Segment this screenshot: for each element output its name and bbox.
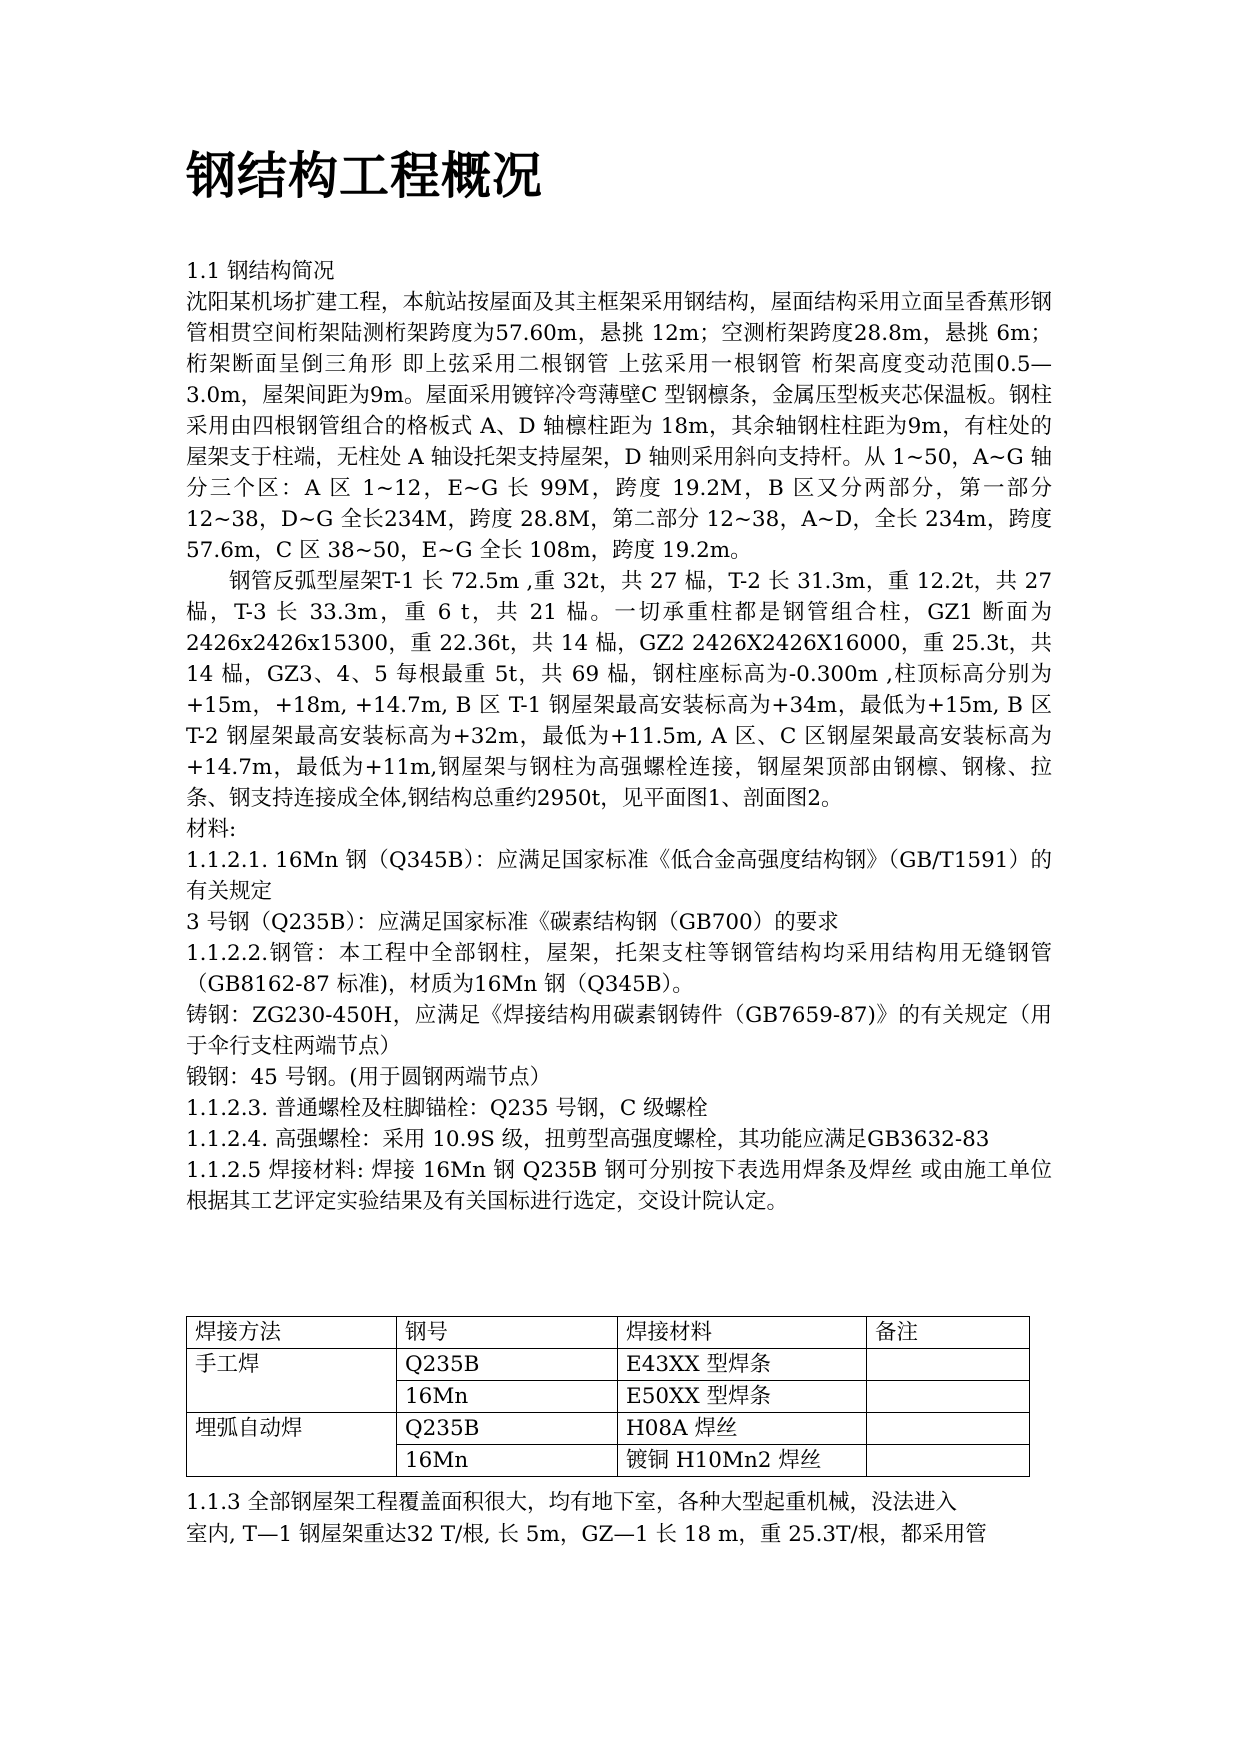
paragraph-overview: 沈阳某机场扩建工程，本航站按屋面及其主框架采用钢结构，屋面结构采用立面呈香蕉形钢管相贯空间桁架陆测桁架跨度为57.60m，悬挑 12m；空测桁架跨度28.8m，悬挑 6m；桁架断面呈倒三角形 即上弦采用二根钢管 上弦采用一根钢管 桁架高度变动范围0.5—3.0m，屋架间距为9m。屋面采用镀锌冷弯薄壁C 型钢檩条，金属压型板夹芯保温板。钢柱采用由四根钢管组合的格板式 A、D 轴檩柱距为 18m，其余轴钢柱柱距为9m，有柱处的屋架支于柱端，无柱处 A 轴设托架支持屋架，D 轴则采用斜向支持杆。从 1~50，A~G 轴分三个区：A 区 1~12，E~G 长 99M，跨度 19.2M，B 区又分两部分，第一部分12~38，D~G 全长234M，跨度 28.8M，第二部分 12~38，A~D，全长 234m，跨度 57.6m，C 区 38~50，E~G 全长 108m，跨度 19.2m。 [186, 290, 1052, 563]
material-item: 锻钢：45 号钢。(用于圆钢两端节点） [186, 1065, 552, 1090]
welding-materials-table [186, 1316, 1030, 1477]
table-cell-method: 手工焊 [187, 1349, 397, 1413]
table-cell-note [867, 1381, 1030, 1413]
table-header-cell: 钢号 [397, 1317, 618, 1349]
table-header-cell: 焊接方法 [187, 1317, 397, 1349]
section-heading: 1.1 钢结构简况 [186, 259, 335, 284]
text-line: 1.1.3 全部钢屋架工程覆盖面积很大，均有地下室，各种大型起重机械，没法进入 [186, 1490, 958, 1515]
materials-heading: 材料: [186, 817, 237, 842]
table-cell-material: H08A 焊丝 [618, 1413, 867, 1445]
table-row [187, 1413, 1030, 1445]
table-cell-material: E43XX 型焊条 [618, 1349, 867, 1381]
document-title: 钢结构工程概况 [186, 147, 543, 205]
table-header-cell: 备注 [867, 1317, 1030, 1349]
material-item: 3 号钢（Q235B）：应满足国家标准《碳素结构钢（GB700）的要求 [186, 910, 839, 935]
paragraph-truss-details: 钢管反弧型屋架T-1 长 72.5m ,重 32t，共 27 榀，T-2 长 31.3m，重 12.2t，共 27 榀，T-3 长 33.3m，重 6 t，共 21 榀。一切承重柱都是钢管组合柱，GZ1 断面为 2426x2426x15300，重 22.36t，共 14 榀，GZ2 2426X2426X16000，重 25.3t，共 14 榀，GZ3、4、5 每根最重 5t，共 69 榀，钢柱座标高为-0.300m ,柱顶标高分别为+15m，+18m, +14.7m, B 区 T-1 钢屋架最高安装标高为+34m，最低为+15m, B 区 T-2 钢屋架最高安装标高为+32m，最低为+11.5m, A 区、C 区钢屋架最高安装标高为+14.7m，最低为+11m,钢屋架与钢柱为高强螺栓连接，钢屋架顶部由钢檩、钢椽、拉条、钢支持连接成全体,钢结构总重约2950t，见平面图1、剖面图2。 [186, 569, 1052, 811]
table-cell-note [867, 1349, 1030, 1381]
material-item: 1.1.2.5 焊接材料: 焊接 16Mn 钢 Q235B 钢可分别按下表选用焊条及焊丝 或由施工单位根据其工艺评定实验结果及有关国标进行选定，交设计院认定。 [186, 1158, 1052, 1214]
material-item: 1.1.2.4. 高强螺栓：采用 10.9S 级，扭剪型高强度螺栓，其功能应满足GB3632-83 [186, 1127, 990, 1152]
table-cell-note [867, 1413, 1030, 1445]
table-cell-material: E50XX 型焊条 [618, 1381, 867, 1413]
table-cell-steel: 16Mn [397, 1445, 618, 1477]
section-1-1-3 [186, 1487, 1086, 1551]
table-header-row [187, 1317, 1030, 1349]
material-item: 1.1.2.1. 16Mn 钢（Q345B）：应满足国家标准《低合金高强度结构钢》（GB/T1591）的有关规定 [186, 848, 1052, 904]
document-body [186, 256, 1052, 1217]
text-line: 室内, T—1 钢屋架重达32 T/根, 长 5m，GZ—1 长 18 m，重 25.3T/根，都采用管 [186, 1522, 987, 1547]
table-cell-steel: 16Mn [397, 1381, 618, 1413]
table-cell-material: 镀铜 H10Mn2 焊丝 [618, 1445, 867, 1477]
table-row [187, 1349, 1030, 1381]
table-cell-steel: Q235B [397, 1349, 618, 1381]
table-cell-steel: Q235B [397, 1413, 618, 1445]
table-cell-method: 埋弧自动焊 [187, 1413, 397, 1477]
material-item: 铸钢：ZG230-450H，应满足《焊接结构用碳素钢铸件（GB7659-87)》的有关规定（用于伞行支柱两端节点） [186, 1003, 1052, 1059]
table-header-cell: 焊接材料 [618, 1317, 867, 1349]
table-cell-note [867, 1445, 1030, 1477]
material-item: 1.1.2.2.钢管：本工程中全部钢柱，屋架，托架支柱等钢管结构均采用结构用无缝钢管（GB8162-87 标准)，材质为16Mn 钢（Q345B）。 [186, 941, 1052, 997]
material-item: 1.1.2.3. 普通螺栓及柱脚锚栓：Q235 号钢，C 级螺栓 [186, 1096, 708, 1121]
